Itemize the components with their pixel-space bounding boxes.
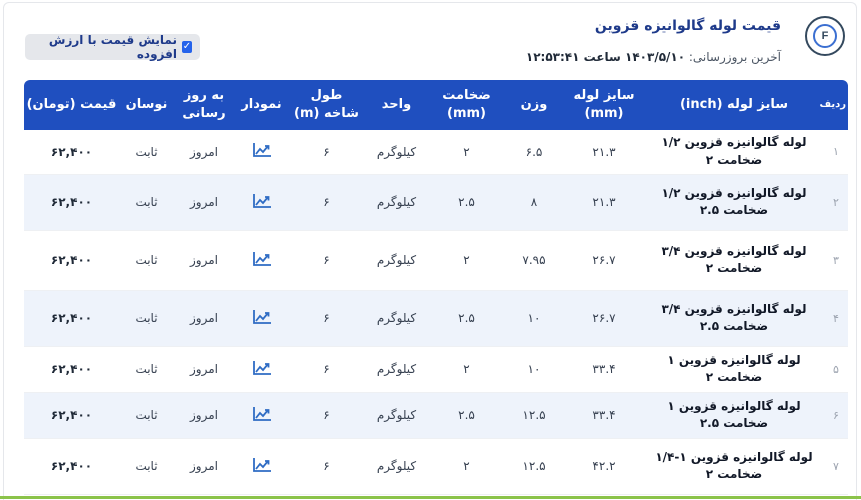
chart-cell[interactable]: [234, 130, 289, 174]
table-row[interactable]: [24, 230, 848, 290]
price-trend-cell: ثابت: [119, 392, 174, 438]
branch-length-cell: ۶: [289, 438, 364, 494]
price-trend-cell: ثابت: [119, 230, 174, 290]
branch-length-cell: ۶: [289, 130, 364, 174]
weight-cell: ۷.۹۵: [504, 230, 564, 290]
page-title: قیمت لوله گالوانیزه قزوین: [594, 18, 781, 34]
size-mm-cell: ۲۶.۷: [564, 290, 644, 346]
col-updated-header: به روز رسانی: [182, 88, 226, 121]
product-name-cell: لوله گالوانیزه قزوین ۳/۴ ضخامت ۲.۵: [644, 290, 824, 346]
row-number-cell: ۷: [824, 438, 848, 494]
price-trend-cell: ثابت: [119, 438, 174, 494]
last-update-value: ۱۴۰۳/۵/۱۰ ساعت ۱۲:۵۳:۴۱: [525, 50, 686, 64]
chart-cell[interactable]: [234, 230, 289, 290]
size-mm-cell: ۴۲.۲: [564, 438, 644, 494]
price-cell: ۶۲,۴۰۰: [24, 230, 119, 290]
weight-cell: ۱۲.۵: [504, 392, 564, 438]
thickness-cell: ۲: [429, 438, 504, 494]
col-length-header: طول شاخه (m): [294, 88, 359, 121]
row-number-cell: ۶: [824, 392, 848, 438]
update-status-cell: امروز: [174, 290, 234, 346]
row-number-cell: ۵: [824, 346, 848, 392]
table-row[interactable]: [24, 290, 848, 346]
chart-line-icon[interactable]: [252, 309, 272, 325]
branch-length-cell: ۶: [289, 290, 364, 346]
weight-cell: ۱۰: [504, 346, 564, 392]
chart-line-icon[interactable]: [252, 193, 272, 209]
col-size-mm-header: سایز لوله (mm): [573, 88, 635, 121]
logo-mark: F: [813, 24, 837, 48]
last-update-label: آخرین بروزرسانی:: [688, 50, 781, 64]
size-mm-cell: ۳۳.۴: [564, 392, 644, 438]
chart-cell[interactable]: [234, 174, 289, 230]
branch-length-cell: ۶: [289, 346, 364, 392]
table-row[interactable]: [24, 438, 848, 494]
chart-cell[interactable]: [234, 290, 289, 346]
row-number-cell: ۴: [824, 290, 848, 346]
thickness-cell: ۲.۵: [429, 290, 504, 346]
table-row[interactable]: [24, 392, 848, 438]
size-mm-cell: ۲۱.۳: [564, 130, 644, 174]
thickness-cell: ۲: [429, 230, 504, 290]
update-status-cell: امروز: [174, 392, 234, 438]
col-price-header: قیمت (تومان): [26, 97, 117, 113]
price-cell: ۶۲,۴۰۰: [24, 174, 119, 230]
company-logo: [805, 16, 845, 56]
thickness-cell: ۲.۵: [429, 174, 504, 230]
price-cell: ۶۲,۴۰۰: [24, 130, 119, 174]
chart-line-icon[interactable]: [252, 251, 272, 267]
col-thickness-header: ضخامت (mm): [442, 88, 491, 121]
unit-cell: کیلوگرم: [364, 230, 429, 290]
weight-cell: ۱۲.۵: [504, 438, 564, 494]
unit-cell: کیلوگرم: [364, 438, 429, 494]
price-cell: ۶۲,۴۰۰: [24, 290, 119, 346]
unit-cell: کیلوگرم: [364, 290, 429, 346]
thickness-cell: ۲.۵: [429, 392, 504, 438]
col-weight-header: وزن: [520, 97, 548, 113]
chart-line-icon[interactable]: [252, 406, 272, 422]
price-trend-cell: ثابت: [119, 346, 174, 392]
product-name-cell: لوله گالوانیزه قزوین ۱/۲ ضخامت ۲: [644, 130, 824, 174]
vat-price-toggle[interactable]: [25, 34, 200, 60]
table-row[interactable]: [24, 346, 848, 392]
branch-length-cell: ۶: [289, 174, 364, 230]
branch-length-cell: ۶: [289, 230, 364, 290]
weight-cell: ۸: [504, 174, 564, 230]
thickness-cell: ۲: [429, 130, 504, 174]
price-trend-cell: ثابت: [119, 290, 174, 346]
row-number-cell: ۲: [824, 174, 848, 230]
unit-cell: کیلوگرم: [364, 346, 429, 392]
chart-cell[interactable]: [234, 346, 289, 392]
table-header-row: [24, 80, 848, 130]
product-name-cell: لوله گالوانیزه قزوین ۱/۲ ضخامت ۲.۵: [644, 174, 824, 230]
price-trend-cell: ثابت: [119, 130, 174, 174]
product-name-cell: لوله گالوانیزه قزوین ۳/۴ ضخامت ۲: [644, 230, 824, 290]
branch-length-cell: ۶: [289, 392, 364, 438]
last-update: [526, 50, 781, 64]
size-mm-cell: ۲۶.۷: [564, 230, 644, 290]
row-number-cell: ۳: [824, 230, 848, 290]
unit-cell: کیلوگرم: [364, 130, 429, 174]
checkbox-checked-icon[interactable]: ✓: [182, 41, 192, 52]
size-mm-cell: ۲۱.۳: [564, 174, 644, 230]
col-size-inch-header: سایز لوله (inch): [679, 97, 789, 113]
price-cell: ۶۲,۴۰۰: [24, 346, 119, 392]
update-status-cell: امروز: [174, 230, 234, 290]
thickness-cell: ۲: [429, 346, 504, 392]
row-number-cell: ۱: [824, 130, 848, 174]
chart-line-icon[interactable]: [252, 142, 272, 158]
price-table: [24, 80, 848, 495]
update-status-cell: امروز: [174, 438, 234, 494]
update-status-cell: امروز: [174, 174, 234, 230]
col-trend-header: نوسان: [125, 97, 168, 113]
weight-cell: ۱۰: [504, 290, 564, 346]
col-rownum-header: ردیف: [819, 99, 846, 111]
vat-toggle-label: نمایش قیمت با ارزش افزوده: [48, 33, 177, 61]
table-row[interactable]: [24, 130, 848, 174]
unit-cell: کیلوگرم: [364, 392, 429, 438]
chart-line-icon[interactable]: [252, 360, 272, 376]
col-unit-header: واحد: [381, 97, 412, 113]
chart-cell[interactable]: [234, 438, 289, 494]
table-row[interactable]: [24, 174, 848, 230]
unit-cell: کیلوگرم: [364, 174, 429, 230]
price-trend-cell: ثابت: [119, 174, 174, 230]
update-status-cell: امروز: [174, 346, 234, 392]
price-cell: ۶۲,۴۰۰: [24, 438, 119, 494]
product-name-cell: لوله گالوانیزه قزوین ۱-۱/۴ ضخامت ۲: [644, 438, 824, 494]
price-cell: ۶۲,۴۰۰: [24, 392, 119, 438]
chart-cell[interactable]: [234, 392, 289, 438]
weight-cell: ۶.۵: [504, 130, 564, 174]
col-chart-header: نمودار: [241, 97, 282, 113]
product-name-cell: لوله گالوانیزه قزوین ۱ ضخامت ۲.۵: [644, 392, 824, 438]
update-status-cell: امروز: [174, 130, 234, 174]
product-name-cell: لوله گالوانیزه قزوین ۱ ضخامت ۲: [644, 346, 824, 392]
size-mm-cell: ۳۳.۴: [564, 346, 644, 392]
chart-line-icon[interactable]: [252, 457, 272, 473]
